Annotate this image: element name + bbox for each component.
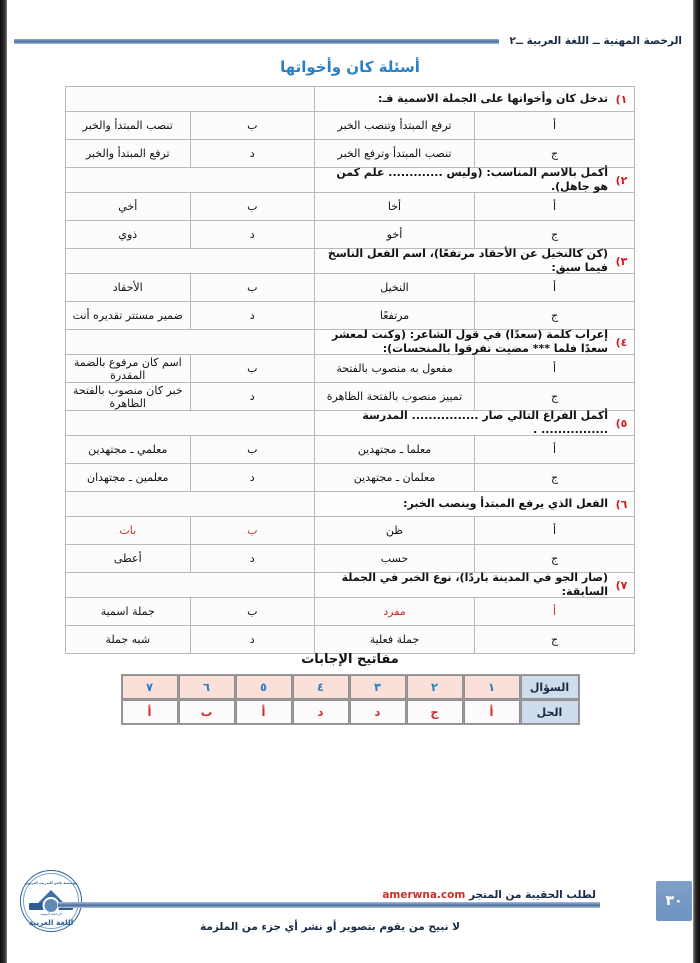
quiz-container	[65, 86, 635, 654]
option-text[interactable]: اسم كان مرفوع بالضمة المقدرة	[66, 355, 191, 383]
question-prompt-cell	[315, 87, 635, 112]
logo-bottom-text: اللغة العربية	[28, 918, 74, 927]
page-footer	[0, 862, 700, 963]
option-letter[interactable]: ب	[190, 274, 315, 302]
answer-key-answer-value: د	[293, 700, 349, 724]
option-letter[interactable]: أ	[475, 274, 635, 302]
question-header-row	[66, 249, 635, 274]
option-text[interactable]: مفعول به منصوب بالفتحة	[315, 355, 475, 383]
question-number: ٦)	[615, 497, 628, 511]
option-letter[interactable]: أ	[475, 355, 635, 383]
store-link[interactable]	[382, 889, 596, 901]
question-header-spacer	[66, 573, 315, 598]
option-text[interactable]: ضمير مستتر تقديره أنت	[66, 302, 191, 330]
option-text[interactable]: معلمين ـ مجتهدان	[66, 464, 191, 492]
option-letter[interactable]: ج	[475, 383, 635, 411]
question-header-row	[66, 411, 635, 436]
question-number: ٤)	[615, 335, 628, 349]
option-row	[66, 436, 635, 464]
question-number: ٥)	[615, 416, 628, 430]
question-number: ٣)	[615, 254, 628, 268]
option-letter[interactable]: ج	[475, 221, 635, 249]
answer-key-title: مفاتيح الإجابات	[301, 652, 399, 667]
option-letter[interactable]: د	[190, 545, 315, 573]
question-header-row	[66, 168, 635, 193]
option-row	[66, 221, 635, 249]
question-prompt-cell	[315, 168, 635, 193]
option-text[interactable]: بات	[66, 517, 191, 545]
option-text[interactable]: معلما ـ مجتهدين	[315, 436, 475, 464]
answer-key-row-label-question: السؤال	[521, 675, 579, 699]
option-text[interactable]: ظن	[315, 517, 475, 545]
question-text: إعراب كلمة (سعدًا) في قول الشاعر: (وكنت لمعشر سعدًا فلما *** مضيت تفرقوا بالمنحسات):	[332, 328, 608, 355]
page-number-badge: ٣٠	[656, 881, 692, 921]
answer-key-question-number: ٢	[407, 675, 463, 699]
page-title: أسئلة كان وأخواتها	[280, 58, 420, 76]
question-header-row	[66, 492, 635, 517]
question-header-spacer	[66, 249, 315, 274]
question-text: أكمل الفراغ التالي صار ................ المدرسة ................ .	[362, 409, 608, 436]
option-letter[interactable]: ب	[190, 436, 315, 464]
answer-key-question-number: ٥	[236, 675, 292, 699]
option-letter[interactable]: ب	[190, 598, 315, 626]
header-rule	[14, 39, 499, 44]
question-prompt-cell	[315, 573, 635, 598]
option-letter[interactable]: أ	[475, 436, 635, 464]
answer-key-row-label-answer: الحل	[521, 700, 579, 724]
option-letter[interactable]: ب	[190, 517, 315, 545]
question-prompt-cell	[315, 492, 635, 517]
question-text: تدخل كان وأخواتها على الجملة الاسمية فـ:	[377, 92, 608, 106]
option-text[interactable]: أعطى	[66, 545, 191, 573]
option-text[interactable]: تنصب المبتدأ وترفع الخبر	[315, 140, 475, 168]
option-letter[interactable]: ب	[190, 112, 315, 140]
option-text[interactable]: شبه جملة	[66, 626, 191, 654]
page-header	[10, 30, 690, 52]
option-letter[interactable]: أ	[475, 193, 635, 221]
logo-top-text: مؤسسة عامر للتدريب التربوي	[24, 881, 78, 885]
option-row	[66, 626, 635, 654]
question-text: الفعل الذي يرفع المبتدأ وينصب الخبر:	[403, 497, 608, 511]
option-row	[66, 383, 635, 411]
option-letter[interactable]: د	[190, 302, 315, 330]
question-prompt-cell	[315, 249, 635, 274]
option-row	[66, 355, 635, 383]
store-url[interactable]: amerwna.com	[382, 889, 466, 901]
option-row	[66, 517, 635, 545]
option-row	[66, 464, 635, 492]
option-letter[interactable]: ج	[475, 464, 635, 492]
question-header-spacer	[66, 168, 315, 193]
option-text[interactable]: أخو	[315, 221, 475, 249]
answer-key-table	[121, 674, 580, 725]
option-text[interactable]: أخا	[315, 193, 475, 221]
question-header-row	[66, 87, 635, 112]
answer-key-answer-value: د	[350, 700, 406, 724]
question-text: أكمل بالاسم المناسب: (وليس ............. علم كمن هو جاهل).	[336, 166, 608, 193]
option-text[interactable]: تمييز منصوب بالفتحة الظاهرة	[315, 383, 475, 411]
option-row	[66, 545, 635, 573]
option-text[interactable]: معلمان ـ مجتهدين	[315, 464, 475, 492]
option-text[interactable]: ترفع المبتدأ والخبر	[66, 140, 191, 168]
option-letter[interactable]: د	[190, 383, 315, 411]
option-row	[66, 302, 635, 330]
option-letter[interactable]: ج	[475, 302, 635, 330]
answer-key-question-number: ٦	[179, 675, 235, 699]
option-letter[interactable]: د	[190, 140, 315, 168]
option-letter[interactable]: أ	[475, 112, 635, 140]
option-text[interactable]: النخيل	[315, 274, 475, 302]
option-text[interactable]: مرتفعًا	[315, 302, 475, 330]
answer-key-answer-value: أ	[464, 700, 520, 724]
option-row	[66, 598, 635, 626]
option-letter[interactable]: د	[190, 464, 315, 492]
option-letter[interactable]: أ	[475, 517, 635, 545]
answer-key-answer-row	[122, 700, 579, 724]
page-edge-right	[693, 0, 700, 963]
answer-key-answer-value: ب	[179, 700, 235, 724]
option-text[interactable]: الأحقاد	[66, 274, 191, 302]
questions-table	[65, 86, 635, 654]
option-row	[66, 274, 635, 302]
option-text[interactable]: معلمي ـ مجتهدين	[66, 436, 191, 464]
question-number: ١)	[615, 92, 628, 106]
option-text[interactable]: حسب	[315, 545, 475, 573]
option-text[interactable]: تنصب المبتدأ والخبر	[66, 112, 191, 140]
question-header-spacer	[66, 411, 315, 436]
option-text[interactable]: خبر كان منصوب بالفتحة الظاهرة	[66, 383, 191, 411]
option-letter[interactable]: ب	[190, 355, 315, 383]
question-number: ٧)	[615, 578, 628, 592]
answer-key-question-number: ٣	[350, 675, 406, 699]
header-title: الرخصة المهنية ــ اللغة العربية ــ٢	[509, 35, 682, 47]
option-letter[interactable]: ج	[475, 626, 635, 654]
logo-mid-text: الرخصة المهنية	[40, 912, 62, 916]
option-text[interactable]: ذوي	[66, 221, 191, 249]
answer-key-answer-value: أ	[122, 700, 178, 724]
answer-key-question-number: ٤	[293, 675, 349, 699]
option-letter[interactable]: أ	[475, 598, 635, 626]
option-text[interactable]: أخي	[66, 193, 191, 221]
option-text[interactable]: جملة اسمية	[66, 598, 191, 626]
question-text: (صار الجو في المدينة باردًا)، نوع الخبر في الجملة السابقة:	[341, 571, 608, 598]
answer-key-question-number: ٧	[122, 675, 178, 699]
question-header-row	[66, 573, 635, 598]
option-letter[interactable]: ب	[190, 193, 315, 221]
option-letter[interactable]: د	[190, 221, 315, 249]
question-prompt-cell	[315, 411, 635, 436]
option-text[interactable]: جملة فعلية	[315, 626, 475, 654]
question-number: ٢)	[615, 173, 628, 187]
answer-key-answer-value: أ	[236, 700, 292, 724]
option-row	[66, 193, 635, 221]
option-text[interactable]: ترفع المبتدأ وتنصب الخبر	[315, 112, 475, 140]
answer-key-question-row	[122, 675, 579, 699]
option-row	[66, 140, 635, 168]
footer-rule	[58, 902, 600, 908]
answer-key-section	[0, 652, 700, 725]
question-header-spacer	[66, 492, 315, 517]
option-text[interactable]: مفرد	[315, 598, 475, 626]
question-header-row	[66, 330, 635, 355]
answer-key-answer-value: ج	[407, 700, 463, 724]
store-link-prefix: لطلب الحقيبة من المتجر	[468, 889, 596, 901]
question-prompt-cell	[315, 330, 635, 355]
option-letter[interactable]: ج	[475, 140, 635, 168]
option-row	[66, 112, 635, 140]
question-text: (كن كالنخيل عن الأحقاد مرتفعًا)، اسم الفعل الناسخ فيما سبق:	[327, 247, 608, 274]
option-letter[interactable]: د	[190, 626, 315, 654]
copyright-disclaimer: لا نبيح من يقوم بتصوير أو نشر أي جزء من الملزمة	[199, 921, 460, 933]
option-letter[interactable]: ج	[475, 545, 635, 573]
question-header-spacer	[66, 87, 315, 112]
question-header-spacer	[66, 330, 315, 355]
answer-key-question-number: ١	[464, 675, 520, 699]
page-edge-left	[0, 0, 7, 963]
